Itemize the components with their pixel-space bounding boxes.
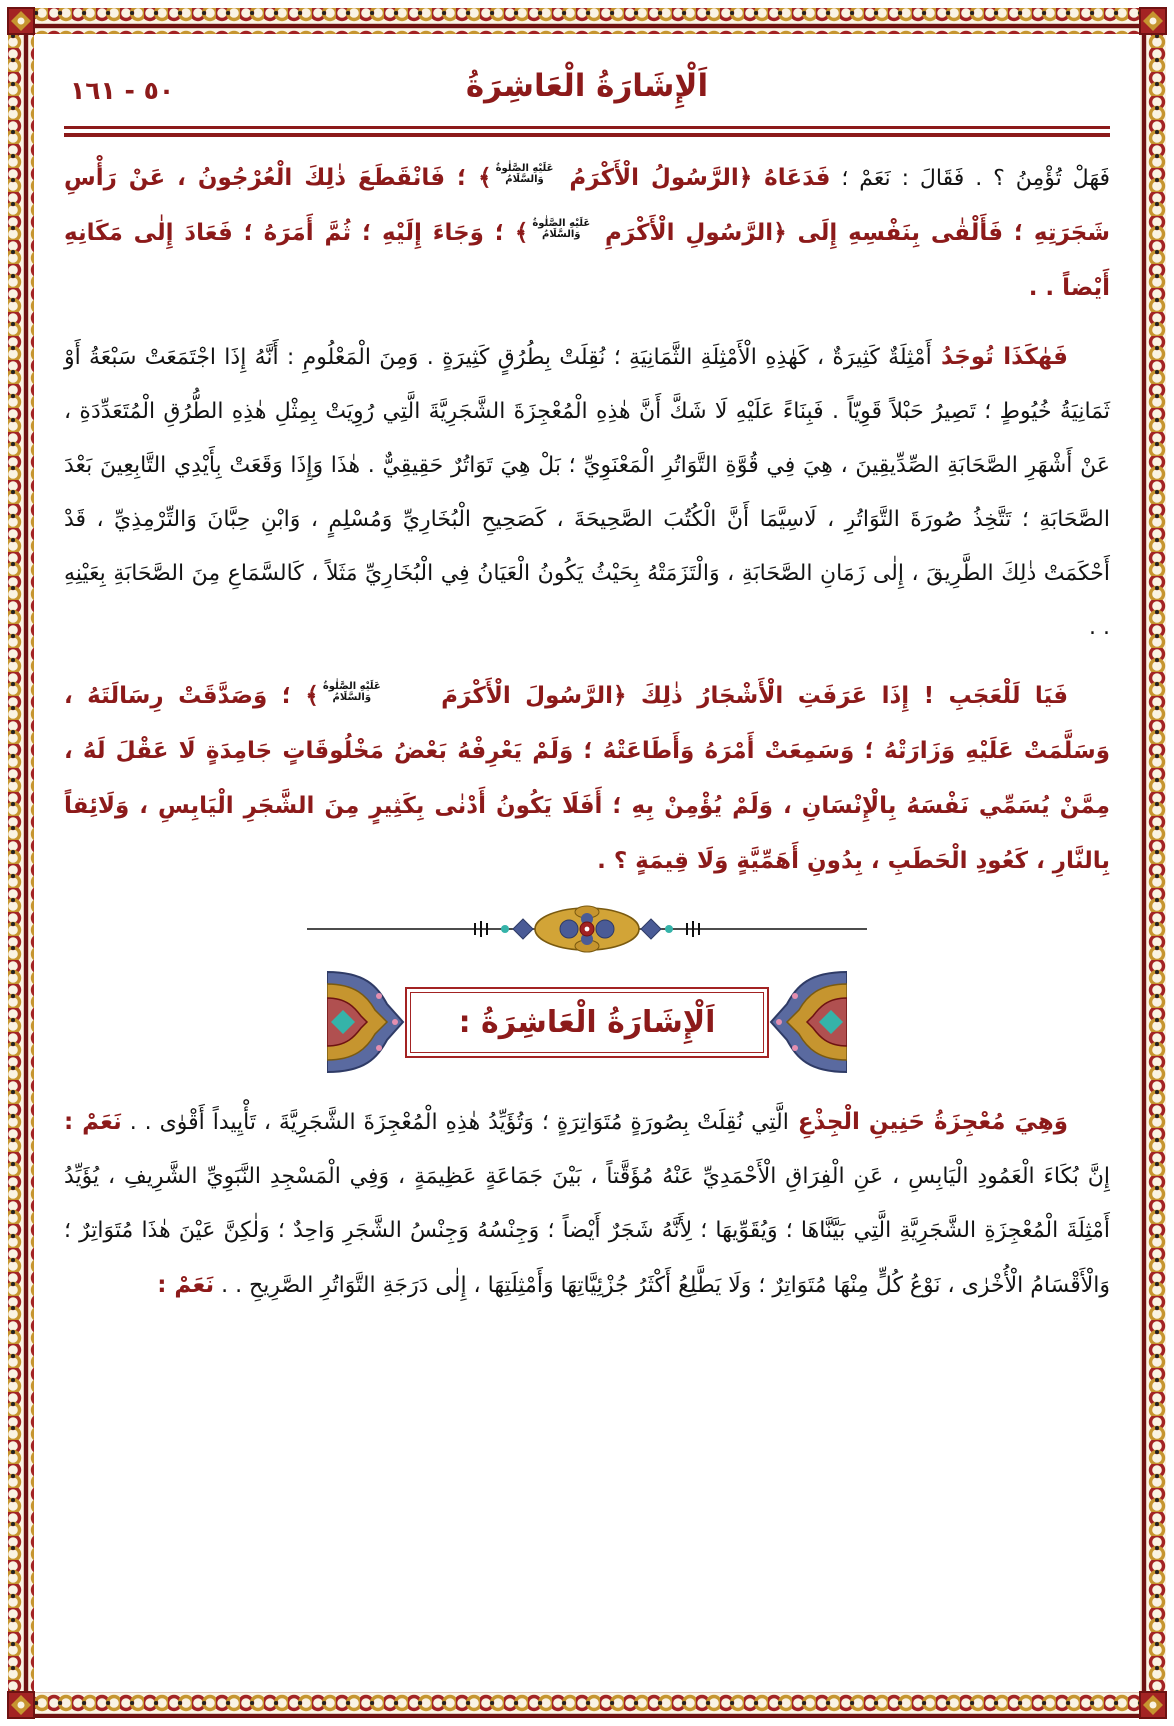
text-run: فَهٰكَذَا تُوجَدُ bbox=[931, 344, 1068, 370]
paragraph bbox=[64, 151, 1110, 316]
text-run: فَهَلْ تُؤْمِنُ ؟ . فَقَالَ : نَعَمْ ؛ bbox=[830, 166, 1110, 191]
text-run: نَعَمْ : bbox=[157, 1272, 215, 1298]
paragraph bbox=[64, 1095, 1110, 1313]
text-run: ﴾ ؛ فَانْقَطَعَ ذٰلِكَ الْعُرْجُونُ ، عَنْ رَأْسِ شَجَرَتِهِ ؛ فَأَلْقٰى بِنَفْسِهِ إِلَى ﴿الرَّسُولِ الْأَكْرَمِ bbox=[64, 165, 1110, 246]
ornamental-divider bbox=[64, 905, 1110, 953]
paragraph bbox=[64, 669, 1110, 889]
text-run: نَعَمْ : bbox=[64, 1109, 122, 1135]
text-run: إِنَّ بُكَاءَ الْعَمُودِ الْيَابِسِ ، عَنِ الْفِرَاقِ الْأَحْمَدِيِّ عَنْهُ مُؤَقَّتاً ، بَيْنَ جَمَاعَةٍ عَظِيمَةٍ ، وَفِي الْمَسْجِدِ النَّبَوِيِّ الشَّرِيفِ ، يُؤَيِّدُ أَمْثِلَةَ الْمُعْجِزَةِ الشَّجَرِيَّةِ الَّتِي بَيَّنَّاهَا ؛ وَيُقَوِّيهَا ؛ لِأَنَّهُ شَجَرٌ أَيْضاً ؛ وَجِنْسُهُ وَجِنْسُ الشَّجَرِ وَاحِدٌ ؛ وَلٰكِنَّ عَيْنَ هٰذَا مُتَوَاتِرٌ ؛ وَالْأَقْسَامُ الْأُخْرٰى ، نَوْعُ كُلٍّ مِنْهَا مُتَوَاتِرٌ ؛ وَلَا يَطَّلِعُ أَكْثَرُ جُزْئِيَّاتِهَا وَأَمْثِلَتِهَا ، إِلٰى دَرَجَةِ التَّوَاتُرِ الصَّرِيحِ . . bbox=[64, 1164, 1110, 1298]
text-run: أَمْثِلَةٌ كَثِيرَةٌ ، كَهٰذِهِ الْأَمْثِلَةِ الثَّمَانِيَةِ ؛ نُقِلَتْ بِطُرُقٍ كَثِيرَةٍ . وَمِنَ الْمَعْلُومِ : أَنَّهُ إِذَا اجْتَمَعَتْ سَبْعَةُ أَوْ ثَمَانِيَةُ خُيُوطٍ ؛ تَصِيرُ حَبْلاً قَوِيّاً . فَبِنَاءً عَلَيْهِ لَا شَكَّ أَنَّ هٰذِهِ الْمُعْجِزَةَ الشَّجَرِيَّةَ الَّتِي رُوِيَتْ بِمِثْلِ هٰذِهِ الطُّرُقِ الْمُتَعَدِّدَةِ ، عَنْ أَشْهَرِ الصَّحَابَةِ الصِّدِّيقِينَ ، هِيَ فِي قُوَّةِ التَّوَاتُرِ الْمَعْنَوِيِّ ؛ بَلْ هِيَ تَوَاتُرٌ حَقِيقِيٌّ . هٰذَا وَإِذَا وَقَعَتْ بِأَيْدِي التَّابِعِينَ بَعْدَ الصَّحَابَةِ ؛ تَتَّخِذُ صُورَةَ التَّوَاتُرِ ، لَاسِيَّمَا أَنَّ الْكُتُبَ الصَّحِيحَةَ ، كَصَحِيحِ الْبُخَارِيِّ وَمُسْلِمٍ ، وَابْنِ حِبَّانَ وَالتِّرْمِذِيِّ ، قَدْ أَحْكَمَتْ ذٰلِكَ الطَّرِيقَ ، إِلٰى زَمَانِ الصَّحَابَةِ ، وَالْتَزَمَتْهُ بِحَيْثُ يَكُونُ الْعَيَانُ فِي الْبُخَارِيِّ مَثَلاً ، كَالسَّمَاعِ مِنَ الصَّحَابَةِ بِعَيْنِهِ . . bbox=[64, 345, 1110, 640]
page-number: ٥٠ - ١٦١ bbox=[70, 76, 175, 105]
corner-rosette bbox=[1140, 8, 1166, 34]
text-run: فَيَا لَلْعَجَبِ ! إِذَا عَرَفَتِ الْأَشْجَارُ ذٰلِكَ ﴿الرَّسُولَ الْأَكْرَمَ bbox=[426, 683, 1069, 709]
corner-rosette bbox=[8, 8, 34, 34]
section-title: اَلْإِشَارَةُ الْعَاشِرَةُ : bbox=[410, 992, 765, 1053]
corner-rosette bbox=[8, 1692, 34, 1718]
section-title-box bbox=[405, 987, 770, 1058]
corner-rosette bbox=[1140, 1692, 1166, 1718]
divider-ornament-graphic bbox=[307, 905, 867, 953]
page-header bbox=[64, 46, 1110, 118]
body-bottom bbox=[64, 1095, 1110, 1313]
banner-left-wing-ornament bbox=[769, 966, 847, 1078]
honorific-ligature: عَلَيْهِ الصَّلٰوةُ وَالسَّلَامُ bbox=[322, 680, 381, 703]
running-head-title: اَلْإِشَارَةُ الْعَاشِرَةُ bbox=[465, 68, 709, 104]
section-title-banner bbox=[64, 963, 1110, 1081]
text-run: الَّتِي نُقِلَتْ بِصُورَةٍ مُتَوَاتِرَةٍ ؛ وَتُؤَيِّدُ هٰذِهِ الْمُعْجِزَةَ الشَّجَرِيَّةَ ، تَأْيِيداً أَقْوٰى . . bbox=[121, 1110, 789, 1135]
honorific-ligature: عَلَيْهِ الصَّلٰوةُ وَالسَّلَامُ bbox=[495, 162, 554, 185]
text-run: وَهِيَ مُعْجِزَةُ حَنِينِ الْجِذْعِ bbox=[788, 1109, 1068, 1135]
double-rule bbox=[64, 126, 1110, 137]
banner-right-wing-ornament bbox=[327, 966, 405, 1078]
paragraph bbox=[64, 330, 1110, 655]
text-run: ﴾ ؛ وَجَاءَ إِلَيْهِ ؛ ثُمَّ أَمَرَهُ ؛ فَعَادَ إِلٰى مَكَانِهِ أَيْضاً . . bbox=[64, 220, 1110, 301]
text-run: فَدَعَاهُ ﴿الرَّسُولُ الْأَكْرَمُ bbox=[557, 165, 831, 191]
honorific-ligature: عَلَيْهِ الصَّلٰوةُ وَالسَّلَامُ bbox=[532, 217, 591, 240]
body-top bbox=[64, 151, 1110, 889]
text-run: ﴾ ؛ وَصَدَّقَتْ رِسَالَتَهُ ، وَسَلَّمَتْ عَلَيْهِ وَزَارَتْهُ ؛ وَسَمِعَتْ أَمْرَهُ وَأَطَاعَتْهُ ؛ وَلَمْ يَعْرِفْهُ بَعْضُ مَخْلُوقَاتٍ جَامِدَةٍ لَا عَقْلَ لَهُ ، مِمَّنْ يُسَمِّي نَفْسَهُ بِالْإِنْسَانِ ، وَلَمْ يُؤْمِنْ بِهِ ؛ أَفَلَا يَكُونُ أَدْنٰى بِكَثِيرٍ مِنَ الشَّجَرِ الْيَابِسِ ، وَلَائِقاً بِالنَّارِ ، كَعُودِ الْحَطَبِ ، بِدُونِ أَهَمِّيَّةٍ وَلَا قِيمَةٍ ؟ . bbox=[64, 683, 1110, 874]
